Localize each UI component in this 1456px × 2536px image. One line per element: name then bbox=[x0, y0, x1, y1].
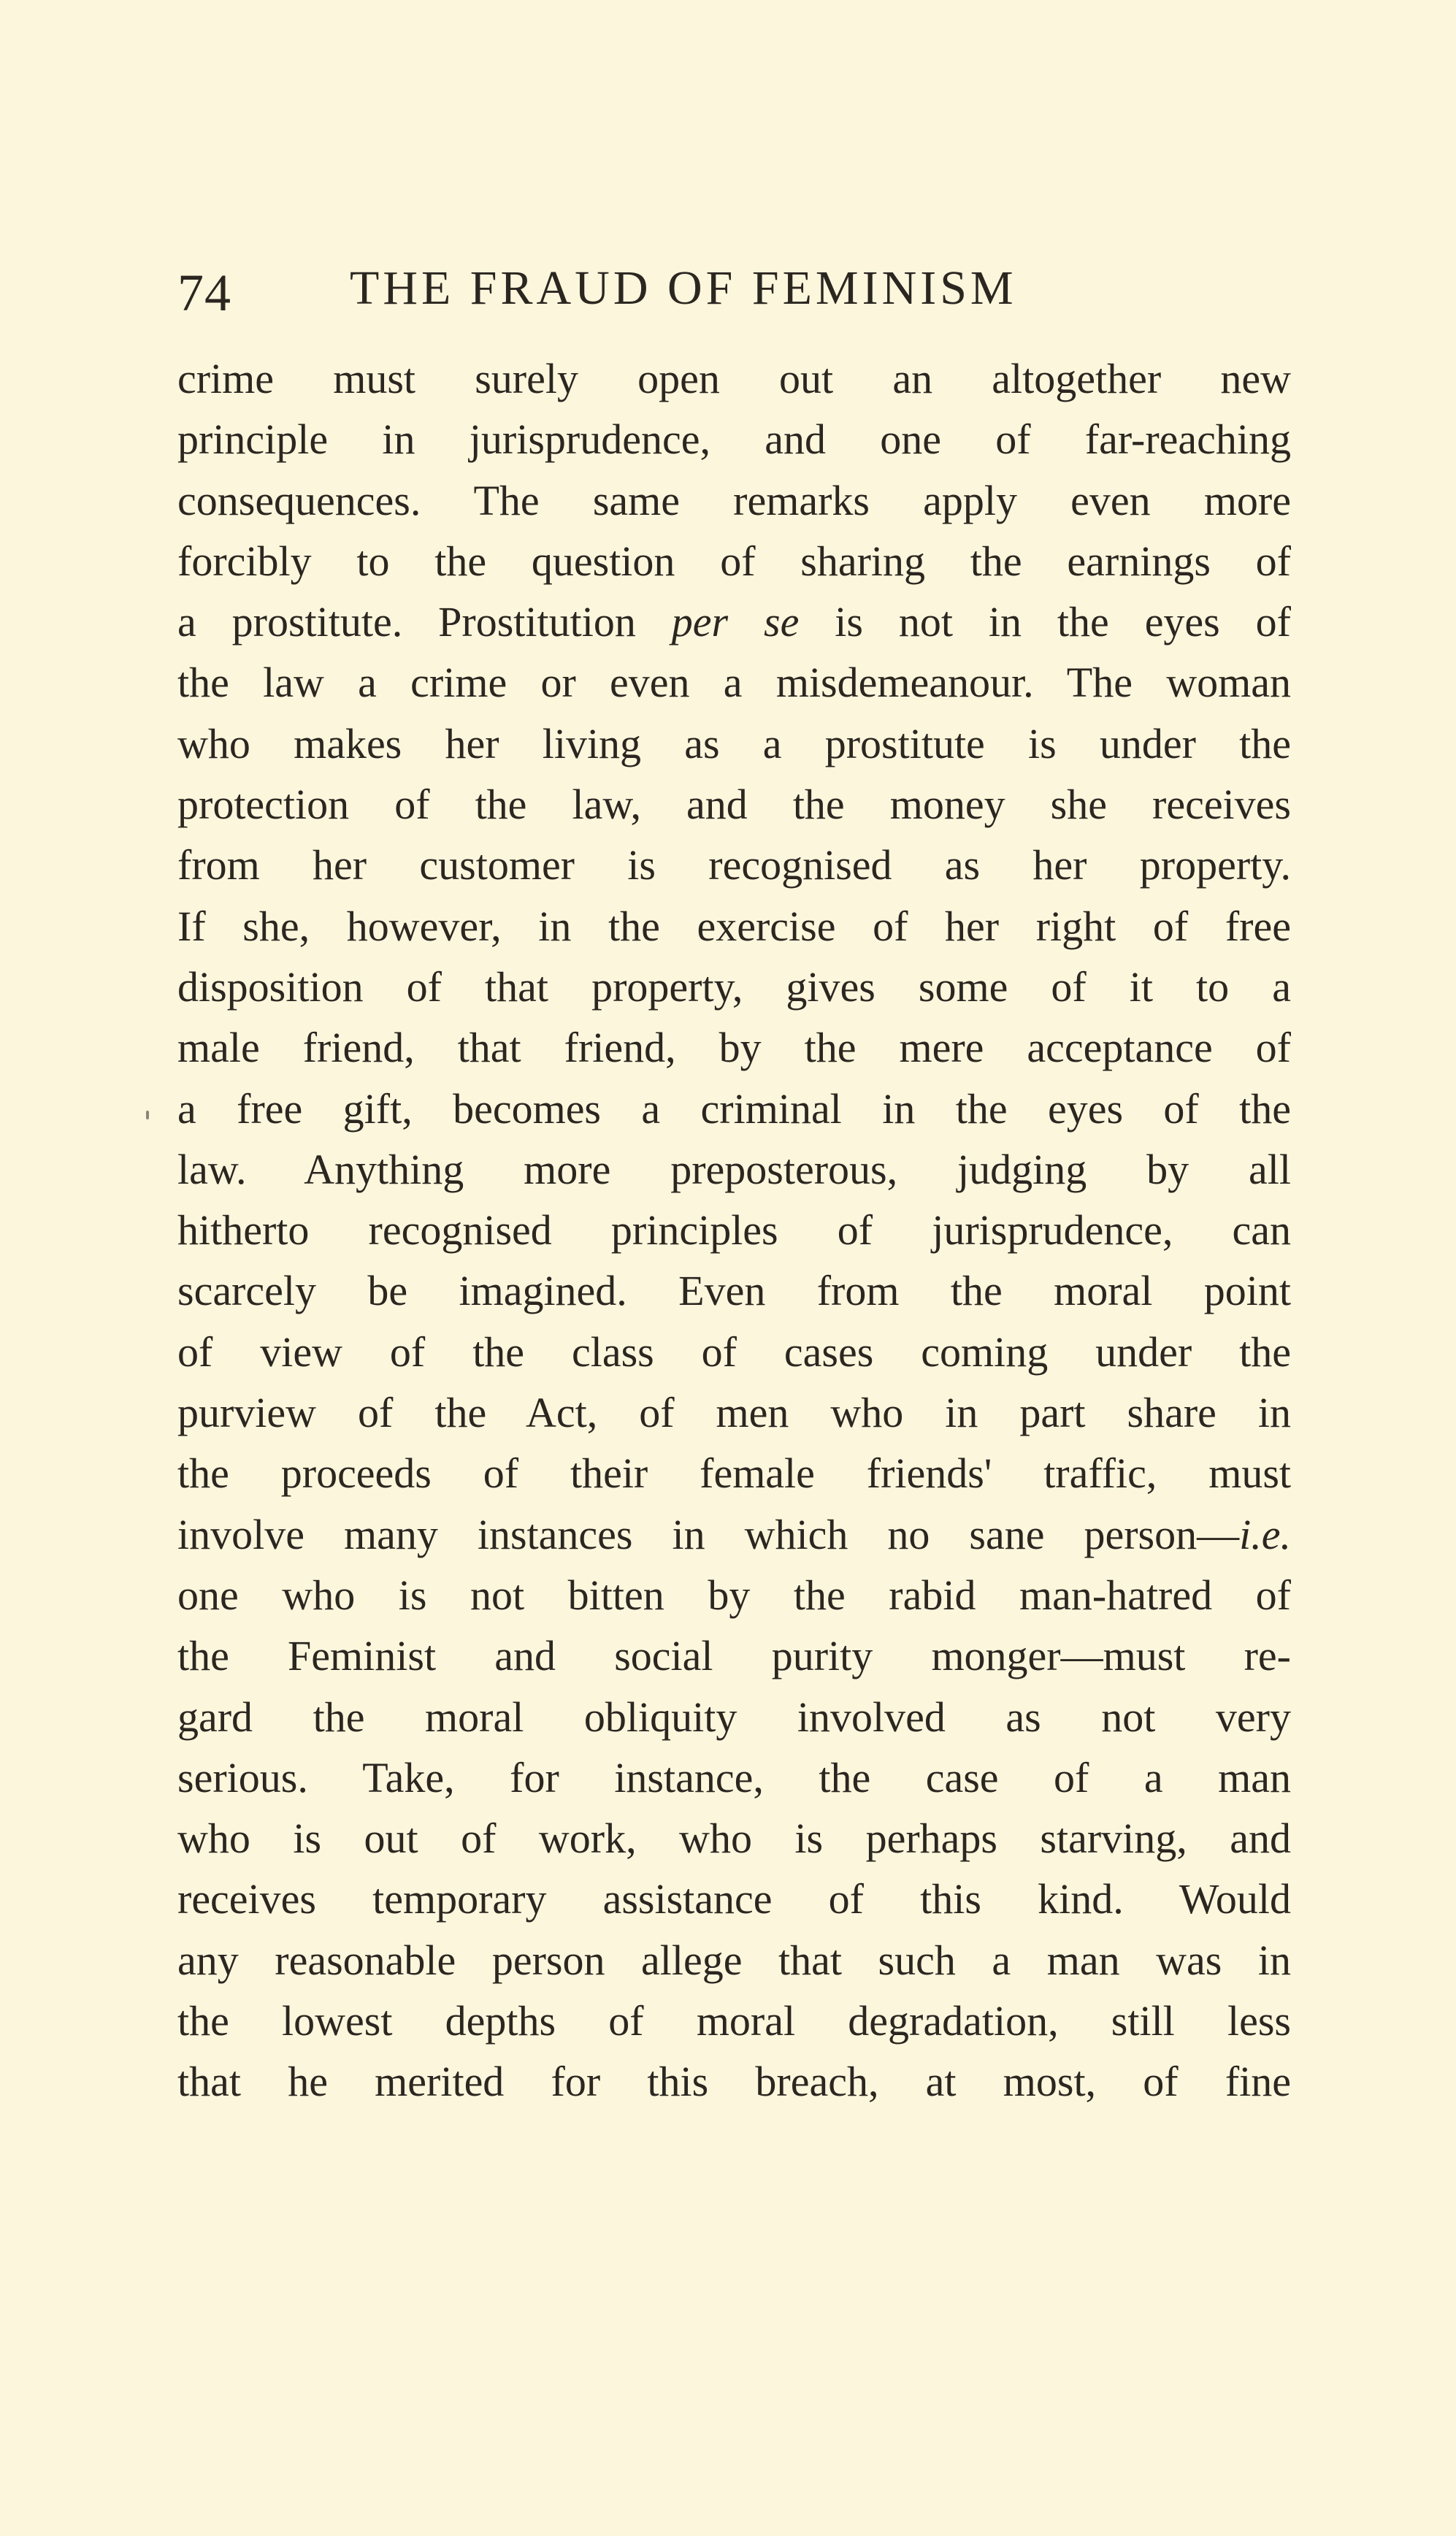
text-line: the Feminist and social purity monger—must re- bbox=[177, 1632, 1291, 1680]
text-line: the law a crime or even a misdemeanour. The woman bbox=[177, 659, 1291, 707]
text-segment: a prostitute. Prostitution bbox=[177, 598, 672, 646]
text-line: from her customer is recognised as her property. bbox=[177, 841, 1291, 889]
text-line: purview of the Act, of men who in part share in bbox=[177, 1389, 1291, 1437]
text-line: the lowest depths of moral degradation, still less bbox=[177, 1997, 1291, 2045]
text-line: one who is not bitten by the rabid man-hatred of bbox=[177, 1571, 1291, 1619]
text-line: the proceeds of their female friends' traffic, must bbox=[177, 1449, 1291, 1498]
text-line: scarcely be imagined. Even from the moral point bbox=[177, 1267, 1291, 1315]
text-line: male friend, that friend, by the mere acceptance of bbox=[177, 1024, 1291, 1072]
text-line: law. Anything more preposterous, judging by all bbox=[177, 1145, 1291, 1193]
text-line: serious. Take, for instance, the case of a man bbox=[177, 1753, 1291, 1801]
text-segment: involve many instances in which no sane person— bbox=[177, 1510, 1240, 1558]
text-line bbox=[177, 591, 1291, 652]
text-line: who makes her living as a prostitute is under the bbox=[177, 719, 1291, 767]
text-line: crime must surely open out an altogether new bbox=[177, 355, 1291, 402]
text-line: forcibly to the question of sharing the earnings of bbox=[177, 537, 1291, 585]
text-line: disposition of that property, gives some of it to a bbox=[177, 962, 1291, 1011]
text-line: a free gift, becomes a criminal in the eyes of the bbox=[177, 1084, 1291, 1133]
text-line: hitherto recognised principles of jurisprudence, can bbox=[177, 1206, 1291, 1254]
text-line bbox=[177, 1504, 1291, 1565]
text-line: consequences. The same remarks apply even more bbox=[177, 476, 1291, 524]
page-number: 74 bbox=[177, 264, 231, 322]
italic-phrase: per se bbox=[671, 598, 800, 646]
margin-mark bbox=[146, 1111, 149, 1119]
italic-phrase: i.e. bbox=[1239, 1510, 1291, 1558]
body-text bbox=[177, 348, 1291, 2112]
book-title: THE FRAUD OF FEMINISM bbox=[350, 261, 1017, 315]
text-line: any reasonable person allege that such a man was in bbox=[177, 1936, 1291, 1984]
text-line: receives temporary assistance of this kind. Would bbox=[177, 1875, 1291, 1923]
text-line: of view of the class of cases coming under the bbox=[177, 1328, 1291, 1376]
text-line: gard the moral obliquity involved as not very bbox=[177, 1693, 1291, 1741]
text-line: principle in jurisprudence, and one of far-reaching bbox=[177, 415, 1291, 464]
text-line: who is out of work, who is perhaps starving, and bbox=[177, 1815, 1291, 1863]
text-line: If she, however, in the exercise of her right of free bbox=[177, 902, 1291, 950]
text-line: that he merited for this breach, at most, of fine bbox=[177, 2058, 1291, 2106]
text-line: protection of the law, and the money she receives bbox=[177, 781, 1291, 829]
running-head bbox=[177, 252, 1291, 325]
text-segment: is not in the eyes of bbox=[799, 598, 1291, 646]
